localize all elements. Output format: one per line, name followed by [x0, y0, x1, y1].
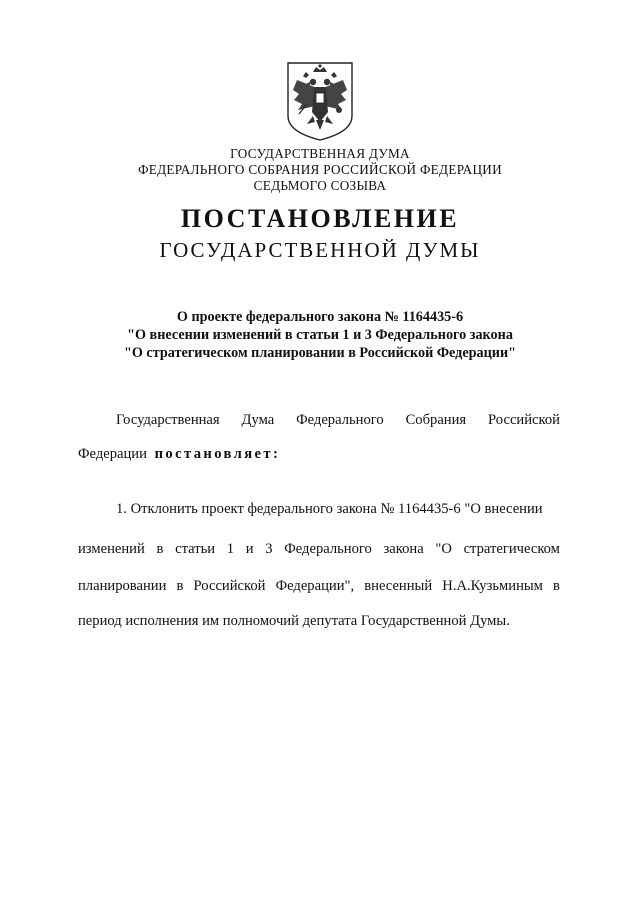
preamble-word: Государственная	[116, 412, 220, 428]
header-line-assembly: ФЕДЕРАЛЬНОГО СОБРАНИЯ РОССИЙСКОЙ ФЕДЕРАЦИИ	[138, 162, 502, 177]
item1-word: статьи	[175, 541, 216, 557]
document-title: ПОСТАНОВЛЕНИЕ	[180, 204, 460, 233]
item1-word: в	[156, 541, 164, 557]
item1-word: планировании	[78, 578, 167, 594]
header-line-convocation: СЕДЬМОГО СОЗЫВА	[253, 178, 387, 193]
preamble-line-2	[78, 445, 280, 463]
preamble-word: Дума	[241, 412, 275, 428]
preamble-line-1	[116, 411, 560, 429]
item1-word: внесенный	[364, 578, 433, 594]
item1-word: и	[245, 541, 254, 557]
item1-word: 3	[265, 541, 273, 557]
item1-line-1: 1. Отклонить проект федерального закона № 1164435-6 "О внесении	[116, 501, 543, 517]
item1-word: в	[553, 578, 560, 594]
header-line-duma: ГОСУДАРСТВЕННАЯ ДУМА	[230, 146, 410, 161]
item1-word: Федерального	[284, 541, 372, 557]
document-subtitle: ГОСУДАРСТВЕННОЙ ДУМЫ	[159, 238, 481, 262]
bill-title-line-2: "О внесении изменений в статьи 1 и 3 Федерального закона	[127, 327, 513, 343]
item1-word: 1	[226, 541, 235, 557]
preamble-word: Российской	[488, 412, 560, 428]
item1-line-4: период исполнения им полномочий депутата Государственной Думы.	[78, 613, 510, 629]
item1-line-3	[78, 577, 560, 595]
preamble-word: Федерального	[296, 412, 384, 428]
bill-title-line-3: "О стратегическом планировании в Российской Федерации"	[123, 345, 517, 361]
item1-word: изменений	[78, 541, 145, 557]
preamble-word: Собрания	[405, 412, 467, 428]
item1-word: закона	[383, 541, 424, 557]
decree-word: постановляет:	[154, 446, 281, 462]
item1-word: Российской	[193, 578, 266, 594]
item1-word: стратегическом	[463, 541, 560, 557]
item1-word: в	[176, 578, 184, 594]
preamble-federation-word: Федерации	[78, 446, 147, 462]
item1-word: "О	[435, 541, 452, 557]
bill-title-line-1: О проекте федерального закона № 1164435-6	[176, 309, 464, 325]
item1-word: Н.А.Кузьминым	[442, 578, 543, 594]
item1-line-2	[78, 540, 560, 558]
item1-word: Федерации",	[275, 578, 355, 594]
coat-of-arms-emblem	[285, 60, 355, 142]
